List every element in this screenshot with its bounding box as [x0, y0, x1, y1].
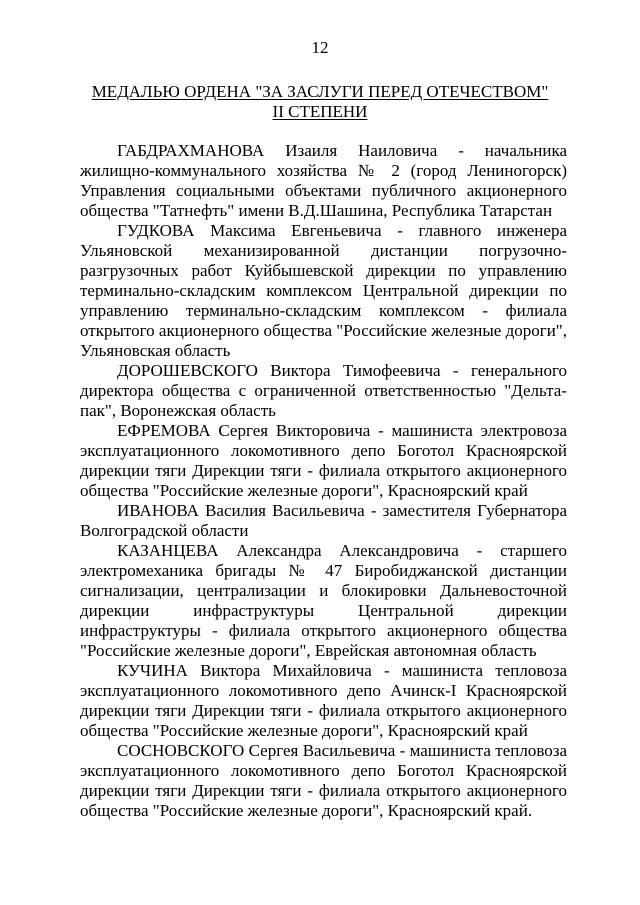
awardee-surname: КАЗАНЦЕВА: [117, 541, 219, 560]
awardee-details: Василия Васильевича - заместителя Губернатора Волгоградской области: [80, 501, 568, 540]
awardee-entry: [80, 221, 567, 361]
awardee-entry: [80, 141, 567, 221]
awardee-surname: ИВАНОВА: [117, 501, 199, 520]
awardee-entry: [80, 501, 567, 541]
awardee-entry: [80, 661, 567, 741]
awardee-list: [80, 141, 567, 821]
awardee-details: Александра Александровича - старшего электромеханика бригады № 47 Биробиджанской дистанции сигнализации, централизации и блокировки Дальневосточной дирекции инфраструктуры Центральной дирекции инфраструктуры - филиала открытого акционерного общества "Российские железные дороги", Еврейская автономная область: [80, 541, 567, 660]
awardee-details: Сергея Викторовича - машиниста электровоза эксплуатационного локомотивного депо Боготол Красноярской дирекции тяги Дирекции тяги - филиала открытого акционерного общества "Российские железные дороги", Красноярский край: [80, 421, 567, 500]
awardee-surname: ГАБДРАХМАНОВА: [117, 141, 265, 160]
awardee-surname: КУЧИНА: [117, 661, 188, 680]
awardee-details: Виктора Тимофеевича - генерального директора общества с ограниченной ответственностью "Дельта-пак", Воронежская область: [80, 361, 567, 420]
awardee-details: Изаиля Наиловича - начальника жилищно-коммунального хозяйства № 2 (город Лениногорск) Управления социальными объектами публичного акционерного общества "Татнефть" имени В.Д.Шашина, Республика Татарстан: [80, 141, 567, 220]
awardee-surname: ЕФРЕМОВА: [117, 421, 211, 440]
page-number: 12: [311, 38, 329, 57]
award-heading-line-2: II СТЕПЕНИ: [272, 102, 368, 121]
awardee-details: Сергея Васильевича - машиниста тепловоза эксплуатационного локомотивного депо Боготол Красноярской дирекции тяги Дирекции тяги - филиала открытого акционерного общества "Российские железные дороги", Красноярский край.: [80, 741, 567, 820]
awardee-surname: ДОРОШЕВСКОГО: [117, 361, 258, 380]
awardee-surname: СОСНОВСКОГО: [117, 741, 245, 760]
awardee-details: Виктора Михайловича - машиниста тепловоза эксплуатационного локомотивного депо Ачинск-I Красноярской дирекции тяги Дирекции тяги - филиала открытого акционерного общества "Российские железные дороги", Красноярский край: [80, 661, 567, 740]
award-heading: [0, 82, 640, 122]
awardee-details: Максима Евгеньевича - главного инженера Ульяновской механизированной дистанции погрузочно-разгрузочных работ Куйбышевской дирекции по управлению терминально-складским комплексом Центральной дирекции по управлению терминально-складским комплексом - филиала открытого акционерного общества "Российские железные дороги", Ульяновская область: [80, 221, 567, 360]
awardee-entry: [80, 421, 567, 501]
awardee-entry: [80, 361, 567, 421]
awardee-entry: [80, 541, 567, 661]
award-heading-line-1: МЕДАЛЬЮ ОРДЕНА "ЗА ЗАСЛУГИ ПЕРЕД ОТЕЧЕСТВОМ": [91, 82, 549, 101]
awardee-surname: ГУДКОВА: [117, 221, 195, 240]
awardee-entry: [80, 741, 567, 821]
